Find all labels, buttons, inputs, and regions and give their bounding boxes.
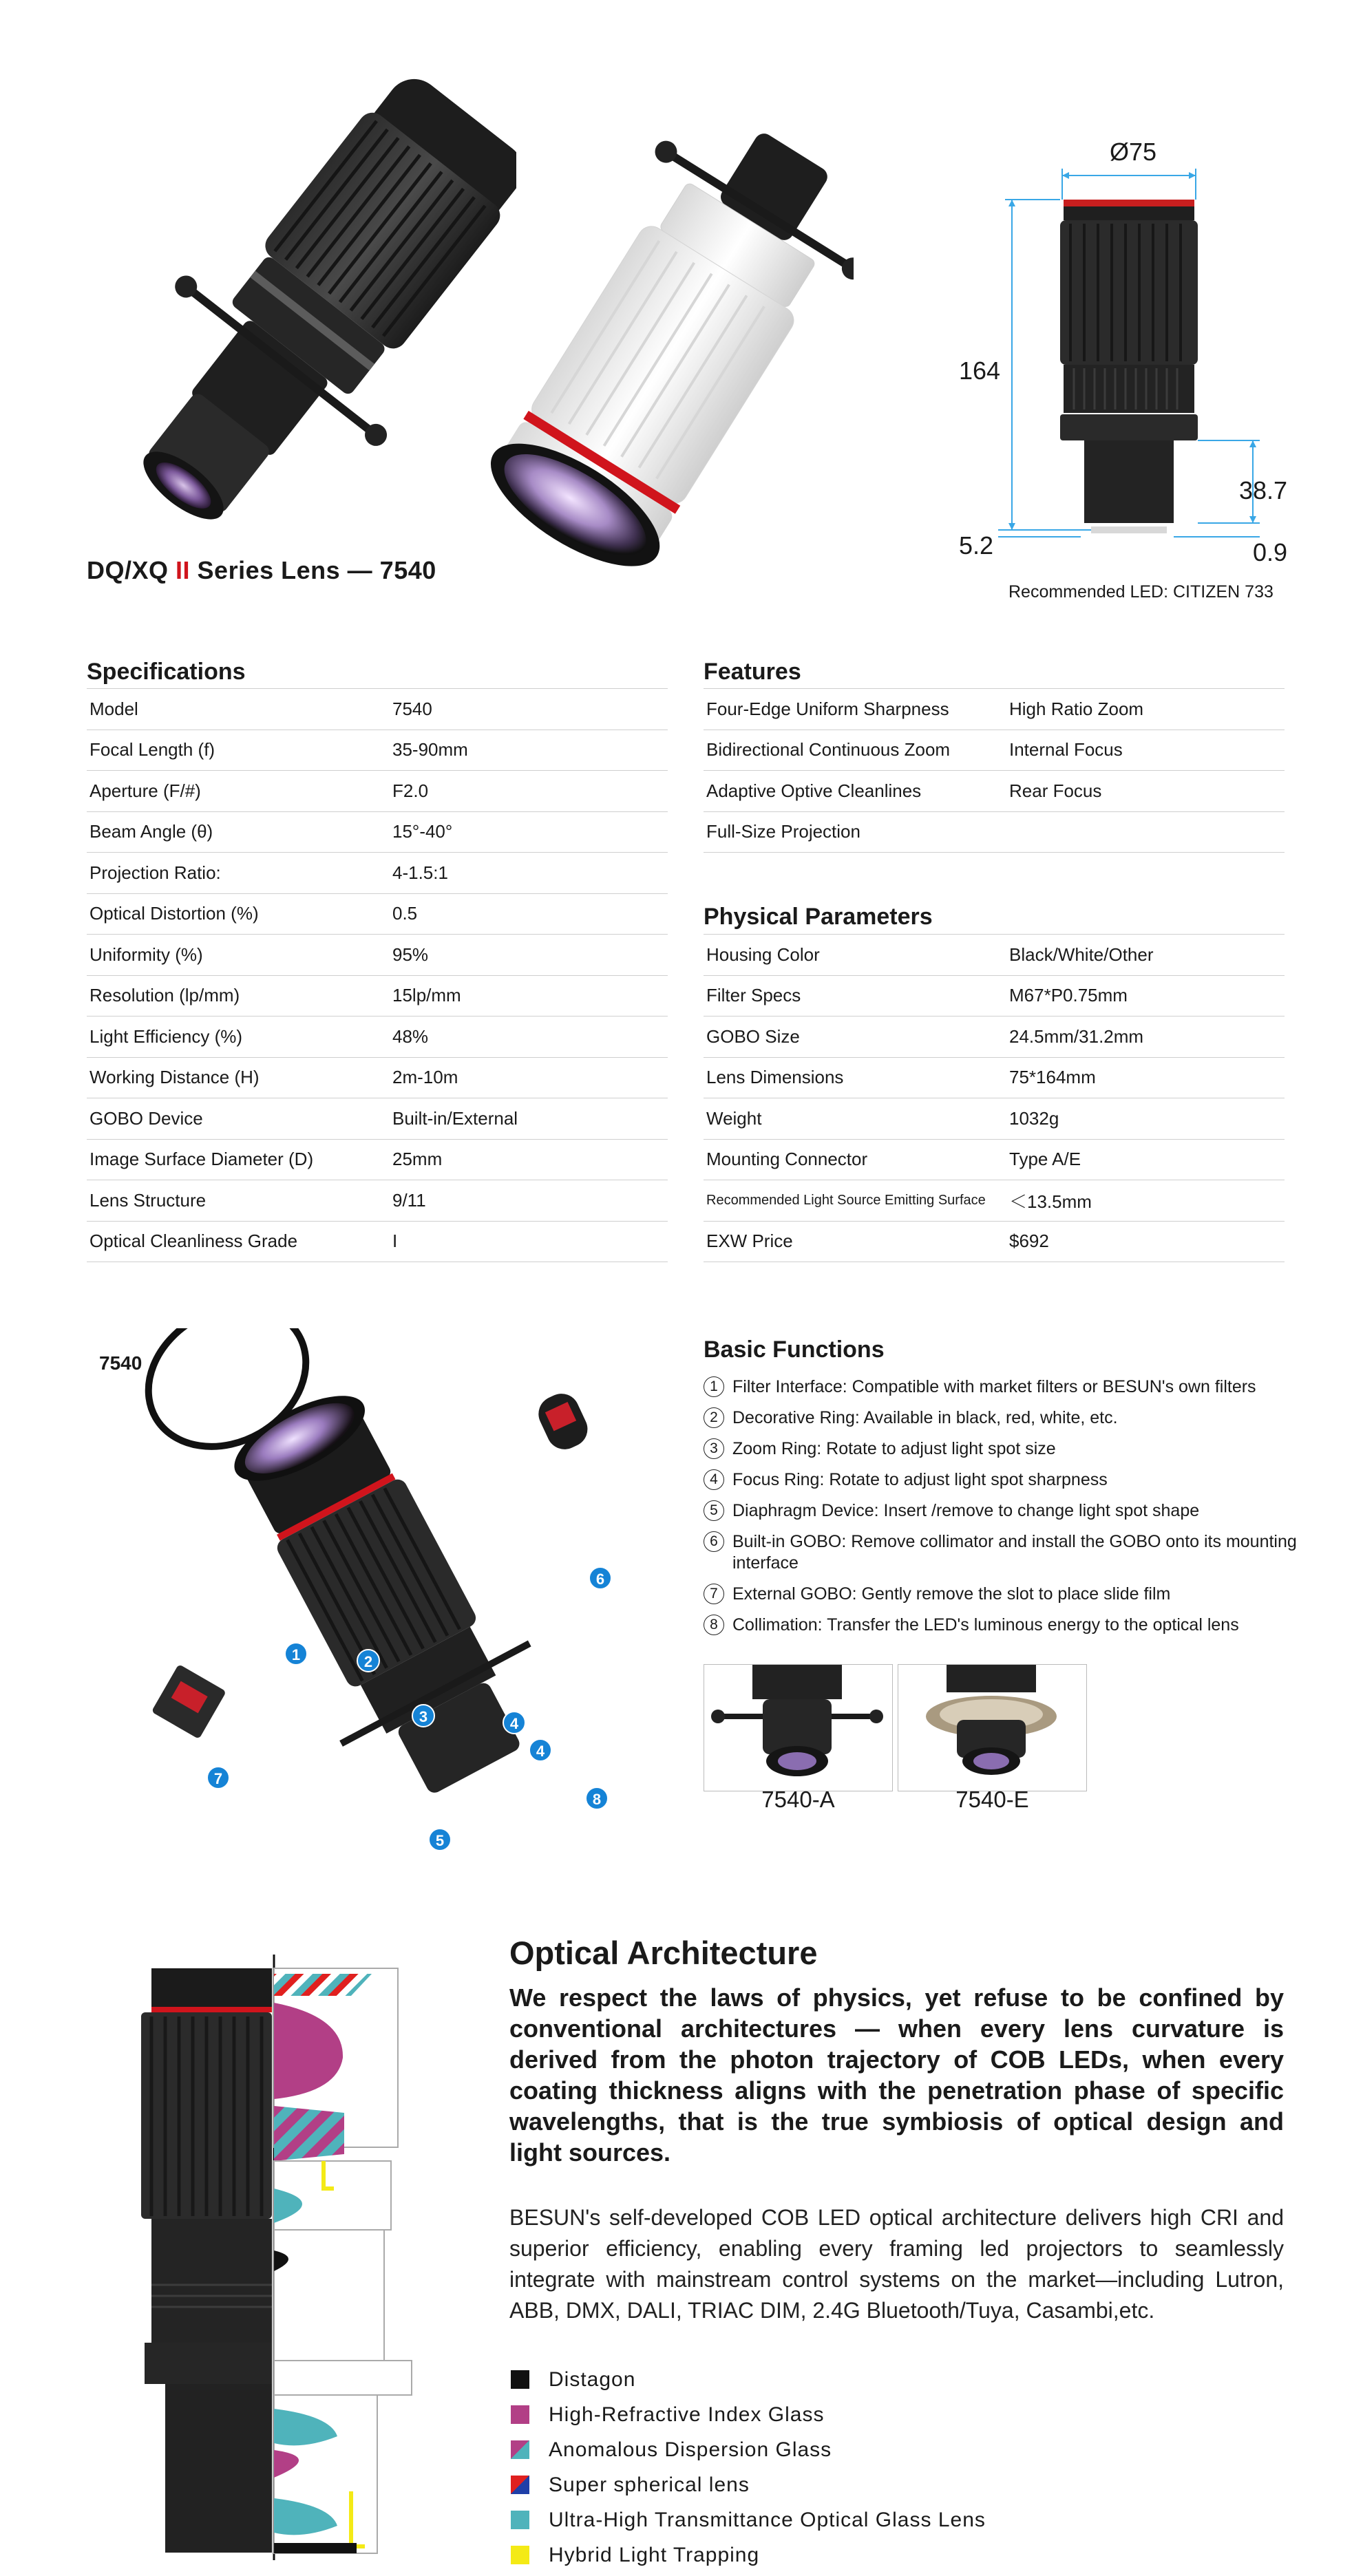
legend-swatch-distagon bbox=[511, 2370, 529, 2389]
table-row bbox=[87, 812, 668, 853]
dim-left-offset: 5.2 bbox=[959, 531, 994, 560]
basic-functions-list bbox=[704, 1376, 1323, 1646]
dim-right-offset: 0.9 bbox=[1253, 538, 1288, 566]
function-item bbox=[704, 1376, 1323, 1398]
dim-diameter: Ø75 bbox=[1110, 138, 1157, 166]
table-row bbox=[704, 1140, 1285, 1181]
table-row bbox=[704, 935, 1285, 976]
row-label: Aperture (F/#) bbox=[89, 780, 201, 801]
callout-6: 6 bbox=[589, 1566, 612, 1590]
optical-cross-section-image bbox=[96, 1955, 420, 2560]
table-row bbox=[87, 1222, 668, 1263]
function-number: 7 bbox=[704, 1584, 724, 1604]
function-text: Focus Ring: Rotate to adjust light spot sharpness bbox=[732, 1470, 1108, 1489]
dim-height: 164 bbox=[959, 356, 1001, 385]
function-item bbox=[704, 1469, 1323, 1491]
callout-3: 3 bbox=[412, 1704, 435, 1727]
table-row bbox=[704, 730, 1285, 771]
legend-swatch-anomalous-dispersion bbox=[511, 2440, 529, 2459]
callout-7: 7 bbox=[207, 1766, 230, 1789]
function-item bbox=[704, 1500, 1323, 1522]
function-text: Diaphragm Device: Insert /remove to change light spot shape bbox=[732, 1501, 1200, 1520]
legend-label: Super spherical lens bbox=[549, 2473, 750, 2496]
table-row bbox=[87, 894, 668, 935]
legend-label: Ultra-High Transmittance Optical Glass Lens bbox=[549, 2508, 986, 2531]
variant-a-caption: 7540-A bbox=[761, 1787, 835, 1812]
legend-super-spherical bbox=[511, 2467, 986, 2502]
table-row bbox=[87, 1140, 668, 1181]
row-value: 9/11 bbox=[392, 1189, 426, 1211]
row-value: F2.0 bbox=[392, 780, 429, 801]
row-value: 15°-40° bbox=[392, 821, 453, 842]
row-value: 0.5 bbox=[392, 903, 418, 924]
table-row bbox=[87, 1016, 668, 1058]
callout-4a: 4 bbox=[503, 1711, 526, 1734]
table-row bbox=[87, 935, 668, 976]
row-value: 2m-10m bbox=[392, 1067, 458, 1088]
table-row bbox=[704, 689, 1285, 730]
row-label: Resolution (lp/mm) bbox=[89, 985, 240, 1006]
table-row bbox=[87, 976, 668, 1017]
specifications-table bbox=[87, 688, 668, 1262]
white-lens-image bbox=[441, 131, 854, 571]
table-row bbox=[704, 771, 1285, 812]
exploded-model-label: 7540 bbox=[99, 1352, 142, 1374]
row-label: Recommended Light Source Emitting Surface bbox=[706, 1193, 986, 1209]
table-row bbox=[704, 976, 1285, 1017]
row-value: 95% bbox=[392, 944, 429, 965]
row-label: Beam Angle (θ) bbox=[89, 821, 213, 842]
table-row bbox=[704, 1098, 1285, 1140]
table-row bbox=[87, 1058, 668, 1099]
physical-title: Physical Parameters bbox=[704, 904, 933, 930]
row-value: 25mm bbox=[392, 1149, 443, 1170]
exploded-lens-image bbox=[96, 1328, 633, 1824]
function-text: Zoom Ring: Rotate to adjust light spot size bbox=[732, 1439, 1056, 1458]
row-label: GOBO Device bbox=[89, 1107, 203, 1129]
function-number: 6 bbox=[704, 1531, 724, 1552]
features-title: Features bbox=[704, 659, 801, 685]
function-item bbox=[704, 1615, 1323, 1636]
function-number: 2 bbox=[704, 1407, 724, 1428]
row-value: M67*P0.75mm bbox=[1009, 985, 1128, 1006]
legend-swatch-super-spherical bbox=[511, 2476, 529, 2494]
legend-label: High-Refractive Index Glass bbox=[549, 2403, 825, 2426]
row-label: Filter Specs bbox=[706, 985, 801, 1006]
row-label: Uniformity (%) bbox=[89, 944, 203, 965]
row-label: Mounting Connector bbox=[706, 1149, 868, 1170]
table-row bbox=[87, 771, 668, 812]
function-text: Filter Interface: Compatible with market filters or BESUN's own filters bbox=[732, 1377, 1256, 1396]
callout-4b: 4 bbox=[529, 1738, 552, 1762]
legend-high-refractive bbox=[511, 2397, 986, 2432]
function-item bbox=[704, 1407, 1323, 1429]
row-label: Optical Cleanliness Grade bbox=[89, 1231, 298, 1252]
callout-8: 8 bbox=[585, 1787, 609, 1810]
row-label: Weight bbox=[706, 1107, 762, 1129]
table-row bbox=[704, 812, 1285, 853]
dim-rear: 38.7 bbox=[1239, 476, 1288, 504]
specifications-title: Specifications bbox=[87, 659, 246, 685]
features-table bbox=[704, 688, 1285, 853]
row-label: Light Efficiency (%) bbox=[89, 1025, 243, 1047]
optical-bold-statement: We respect the laws of physics, yet refuse to be confined by conventional architectures — when every lens curvature is derived from the photon trajectory of COB LEDs, when every coating thickness aligns with the penetration phase of specific wavelengths, that is the true symbiosis of optical design and light sources. bbox=[509, 1983, 1284, 2167]
legend-label: Anomalous Dispersion Glass bbox=[549, 2438, 832, 2461]
row-label: Optical Distortion (%) bbox=[89, 903, 259, 924]
callout-2: 2 bbox=[357, 1649, 380, 1672]
function-text: External GOBO: Gently remove the slot to place slide film bbox=[732, 1584, 1171, 1604]
row-value: ＜13.5mm bbox=[1009, 1191, 1092, 1212]
row-value: 1032g bbox=[1009, 1107, 1059, 1129]
row-value: 75*164mm bbox=[1009, 1067, 1096, 1088]
optical-legend bbox=[511, 2362, 986, 2573]
legend-label: Hybrid Light Trapping bbox=[549, 2543, 760, 2566]
row-label: Adaptive Optive Cleanlines bbox=[706, 780, 922, 801]
row-value: Type A/E bbox=[1009, 1149, 1081, 1170]
row-label: Model bbox=[89, 698, 138, 719]
legend-swatch-high-refractive bbox=[511, 2405, 529, 2424]
recommended-led: Recommended LED: CITIZEN 733 bbox=[1008, 582, 1274, 602]
function-text: Decorative Ring: Available in black, red, white, etc. bbox=[732, 1408, 1118, 1427]
optical-body-text: BESUN's self-developed COB LED optical architecture delivers high CRI and superior efficiency, enabling every framing led projectors to seamlessly integrate with mainstream control systems on the market—including Lutron, ABB, DMX, DALI, TRIAC DIM, 2.4G Bluetooth/Tuya, Casambi,etc. bbox=[509, 2205, 1284, 2323]
table-row bbox=[87, 1180, 668, 1222]
series-title: DQ/XQ II Series Lens — 7540 bbox=[87, 556, 436, 584]
function-number: 5 bbox=[704, 1500, 724, 1521]
row-value: 4-1.5:1 bbox=[392, 862, 448, 883]
row-label: Focal Length (f) bbox=[89, 739, 215, 760]
table-row bbox=[704, 1222, 1285, 1263]
row-value: Internal Focus bbox=[1009, 739, 1123, 760]
function-item bbox=[704, 1531, 1323, 1574]
function-number: 8 bbox=[704, 1615, 724, 1635]
optical-title: Optical Architecture bbox=[509, 1935, 818, 1971]
row-value: 48% bbox=[392, 1025, 429, 1047]
row-label: Full-Size Projection bbox=[706, 821, 860, 842]
row-label: Four-Edge Uniform Sharpness bbox=[706, 698, 949, 719]
function-number: 3 bbox=[704, 1438, 724, 1459]
variant-a-image bbox=[704, 1664, 893, 1791]
function-item bbox=[704, 1584, 1323, 1605]
row-value: Rear Focus bbox=[1009, 780, 1102, 801]
function-number: 1 bbox=[704, 1376, 724, 1397]
variant-e-image bbox=[898, 1664, 1087, 1791]
row-label: Housing Color bbox=[706, 944, 820, 965]
row-value: $692 bbox=[1009, 1231, 1049, 1252]
row-value: High Ratio Zoom bbox=[1009, 698, 1144, 719]
variant-e-caption: 7540-E bbox=[955, 1787, 1029, 1812]
table-row bbox=[704, 1016, 1285, 1058]
row-value: 24.5mm/31.2mm bbox=[1009, 1025, 1144, 1047]
legend-hybrid-light-trapping bbox=[511, 2537, 986, 2573]
callout-1: 1 bbox=[284, 1642, 308, 1665]
table-row bbox=[87, 1098, 668, 1140]
basic-functions-title: Basic Functions bbox=[704, 1337, 885, 1363]
row-label: Bidirectional Continuous Zoom bbox=[706, 739, 951, 760]
row-value: Black/White/Other bbox=[1009, 944, 1154, 965]
legend-swatch-hybrid-light-trapping bbox=[511, 2546, 529, 2564]
legend-ultra-high-transmittance bbox=[511, 2502, 986, 2537]
function-number: 4 bbox=[704, 1469, 724, 1490]
table-row bbox=[87, 689, 668, 730]
row-value: I bbox=[392, 1231, 398, 1252]
legend-swatch-ultra-high-transmittance bbox=[511, 2511, 529, 2529]
row-value: 35-90mm bbox=[392, 739, 468, 760]
row-label: Projection Ratio: bbox=[89, 862, 221, 883]
table-row bbox=[704, 1180, 1285, 1222]
legend-anomalous-dispersion bbox=[511, 2432, 986, 2467]
table-row bbox=[87, 853, 668, 894]
table-row bbox=[87, 730, 668, 771]
row-value: 15lp/mm bbox=[392, 985, 461, 1006]
function-item bbox=[704, 1438, 1323, 1460]
row-label: Image Surface Diameter (D) bbox=[89, 1149, 314, 1170]
function-text: Built-in GOBO: Remove collimator and install the GOBO onto its mounting interface bbox=[732, 1532, 1297, 1573]
row-label: Lens Dimensions bbox=[706, 1067, 844, 1088]
row-label: Lens Structure bbox=[89, 1189, 207, 1211]
row-label: GOBO Size bbox=[706, 1025, 800, 1047]
table-row bbox=[704, 1058, 1285, 1099]
row-label: Working Distance (H) bbox=[89, 1067, 260, 1088]
physical-table bbox=[704, 934, 1285, 1262]
row-label: EXW Price bbox=[706, 1231, 793, 1252]
legend-distagon bbox=[511, 2362, 986, 2397]
row-value: 7540 bbox=[392, 698, 432, 719]
row-value: Built-in/External bbox=[392, 1107, 518, 1129]
function-text: Collimation: Transfer the LED's luminous energy to the optical lens bbox=[732, 1615, 1239, 1635]
callout-5: 5 bbox=[428, 1828, 452, 1851]
legend-label: Distagon bbox=[549, 2367, 636, 2391]
